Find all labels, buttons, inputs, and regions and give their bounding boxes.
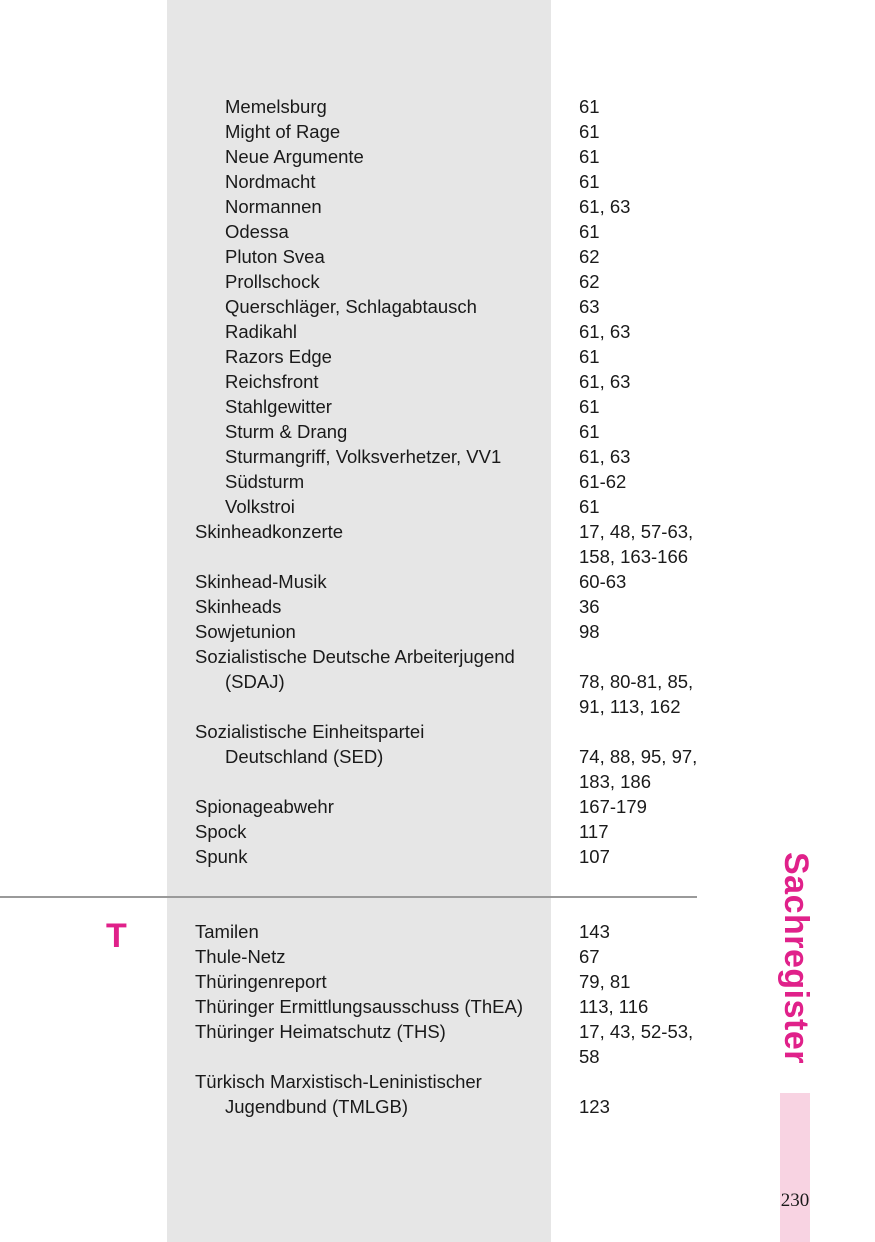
index-entry <box>0 944 720 969</box>
index-pages: 61, 63 <box>579 321 631 342</box>
index-pages: 61, 63 <box>579 446 631 467</box>
index-term: Thule-Netz <box>195 946 286 967</box>
index-entry <box>0 1044 720 1069</box>
index-term: Spock <box>195 821 247 842</box>
index-term: Thüringer Heimatschutz (THS) <box>195 1021 446 1042</box>
index-term: Südsturm <box>225 471 305 492</box>
page-number: 230 <box>780 1190 810 1211</box>
index-entry <box>0 319 720 344</box>
index-pages: 62 <box>579 271 600 292</box>
index-term: Radikahl <box>225 321 297 342</box>
index-term: Might of Rage <box>225 121 341 142</box>
index-pages: 61, 63 <box>579 196 631 217</box>
index-entry <box>0 544 720 569</box>
index-entry <box>0 994 720 1019</box>
index-term: Sozialistische Deutsche Arbeiterjugend <box>195 646 515 667</box>
index-pages: 79, 81 <box>579 971 631 992</box>
index-pages: 158, 163-166 <box>579 546 689 567</box>
index-entry <box>0 1094 720 1119</box>
index-term: Skinheadkonzerte <box>195 521 344 542</box>
section-divider <box>0 896 697 898</box>
index-pages: 61-62 <box>579 471 627 492</box>
index-term: Spunk <box>195 846 248 867</box>
index-pages: 17, 43, 52-53, <box>579 1021 694 1042</box>
index-term: Thüringenreport <box>195 971 327 992</box>
index-entry <box>0 494 720 519</box>
index-pages: 91, 113, 162 <box>579 696 681 717</box>
index-term: Skinhead-Musik <box>195 571 327 592</box>
index-pages: 61 <box>579 396 600 417</box>
index-entry <box>0 1069 720 1094</box>
index-pages: 78, 80-81, 85, <box>579 671 694 692</box>
index-term: Türkisch Marxistisch-Leninistischer <box>195 1071 482 1092</box>
index-entry <box>0 794 720 819</box>
index-entry <box>0 169 720 194</box>
index-entry <box>0 444 720 469</box>
index-pages: 61 <box>579 121 600 142</box>
index-entry <box>0 144 720 169</box>
index-term: Stahlgewitter <box>225 396 332 417</box>
index-term: Tamilen <box>195 921 259 942</box>
index-pages: 58 <box>579 1046 600 1067</box>
index-entry <box>0 694 720 719</box>
index-entry <box>0 769 720 794</box>
index-pages: 61 <box>579 146 600 167</box>
index-term: Reichsfront <box>225 371 319 392</box>
index-pages: 123 <box>579 1096 610 1117</box>
index-term: Skinheads <box>195 596 282 617</box>
index-entry <box>0 569 720 594</box>
index-pages: 60-63 <box>579 571 627 592</box>
index-entry <box>0 394 720 419</box>
index-pages: 61 <box>579 171 600 192</box>
side-title: Sachregister <box>777 852 815 1064</box>
index-entry <box>0 619 720 644</box>
index-pages: 61 <box>579 496 600 517</box>
index-term: Memelsburg <box>225 96 327 117</box>
index-term: Spionageabwehr <box>195 796 334 817</box>
index-pages: 98 <box>579 621 600 642</box>
page-tab <box>780 1093 810 1242</box>
index-entry <box>0 594 720 619</box>
index-entry <box>0 669 720 694</box>
section-letter: T <box>106 917 127 955</box>
index-pages: 107 <box>579 846 610 867</box>
index-pages: 36 <box>579 596 600 617</box>
index-term: Razors Edge <box>225 346 332 367</box>
index-pages: 67 <box>579 946 600 967</box>
index-entry <box>0 1019 720 1044</box>
index-pages: 113, 116 <box>579 996 649 1017</box>
index-term: Sturm & Drang <box>225 421 348 442</box>
index-entry <box>0 919 720 944</box>
index-entry <box>0 369 720 394</box>
index-entry <box>0 219 720 244</box>
index-term: Querschläger, Schlagabtausch <box>225 296 477 317</box>
index-pages: 183, 186 <box>579 771 652 792</box>
index-entry <box>0 294 720 319</box>
index-entry <box>0 744 720 769</box>
index-entry <box>0 94 720 119</box>
index-pages: 74, 88, 95, 97, <box>579 746 698 767</box>
index-entry <box>0 819 720 844</box>
index-pages: 61 <box>579 346 600 367</box>
index-entry <box>0 519 720 544</box>
index-entry <box>0 644 720 669</box>
index-pages: 61 <box>579 421 600 442</box>
index-pages: 17, 48, 57-63, <box>579 521 694 542</box>
index-entry <box>0 419 720 444</box>
index-pages: 61, 63 <box>579 371 631 392</box>
index-entry <box>0 194 720 219</box>
index-term: Normannen <box>225 196 322 217</box>
index-term: Prollschock <box>225 271 320 292</box>
index-pages: 62 <box>579 246 600 267</box>
index-entry <box>0 469 720 494</box>
index-term: Sozialistische Einheitspartei <box>195 721 425 742</box>
index-term: Odessa <box>225 221 289 242</box>
index-pages: 61 <box>579 221 600 242</box>
index-term: Volkstroi <box>225 496 295 517</box>
index-entry <box>0 244 720 269</box>
index-pages: 167-179 <box>579 796 647 817</box>
index-term: Neue Argumente <box>225 146 364 167</box>
index-pages: 63 <box>579 296 600 317</box>
index-term: Pluton Svea <box>225 246 325 267</box>
index-term: Sturmangriff, Volksverhetzer, VV1 <box>225 446 502 467</box>
index-entry <box>0 119 720 144</box>
index-term: Deutschland (SED) <box>225 746 384 767</box>
index-term: Sowjetunion <box>195 621 296 642</box>
index-pages: 61 <box>579 96 600 117</box>
index-entry <box>0 844 720 869</box>
index-term: Nordmacht <box>225 171 316 192</box>
index-term: (SDAJ) <box>225 671 285 692</box>
index-entry <box>0 344 720 369</box>
index-entry <box>0 969 720 994</box>
index-pages: 143 <box>579 921 610 942</box>
index-entry <box>0 269 720 294</box>
index-entry <box>0 719 720 744</box>
index-pages: 117 <box>579 821 609 842</box>
index-term: Thüringer Ermittlungsausschuss (ThEA) <box>195 996 523 1017</box>
index-term: Jugendbund (TMLGB) <box>225 1096 409 1117</box>
